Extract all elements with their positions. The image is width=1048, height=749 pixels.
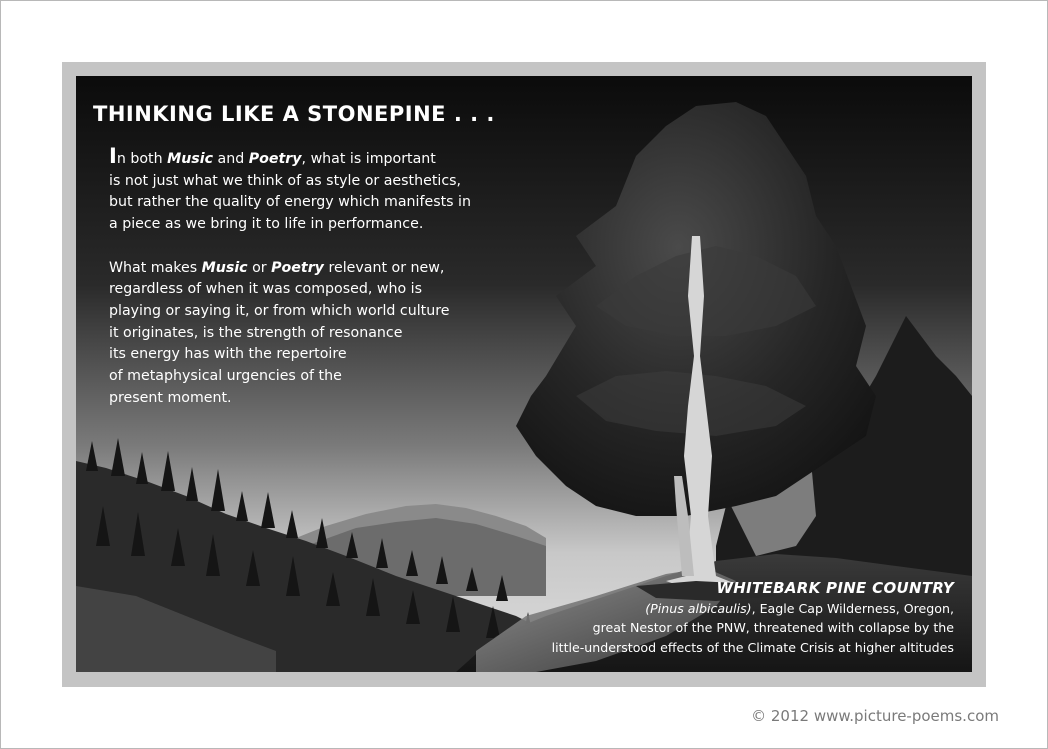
photo <box>76 76 972 672</box>
page-title: THINKING LIKE A STONEPINE . . . <box>93 102 495 126</box>
poem-emphasis-music: Music <box>167 151 214 167</box>
poem-emphasis-poetry: Poetry <box>248 151 302 167</box>
photo-caption <box>552 579 954 657</box>
caption-location: , Eagle Cap Wilderness, Oregon, <box>751 600 954 616</box>
poem-line: its energy has with the repertoire <box>109 346 347 363</box>
poem-emphasis-music: Music <box>201 259 248 276</box>
poem-fragment: relevant or new, <box>323 259 445 276</box>
poem-line: a piece as we bring it to life in performance. <box>109 216 424 233</box>
poem-line: it originates, is the strength of resonance <box>109 324 403 341</box>
poem-text <box>109 146 499 409</box>
caption-line: great Nestor of the PNW, threatened with collapse by the <box>592 620 954 635</box>
poem-line <box>109 258 499 280</box>
caption-line: little-understood effects of the Climate Crisis at higher altitudes <box>551 639 954 655</box>
poem-line: regardless of when it was composed, who is <box>109 281 422 298</box>
poem-line: playing or saying it, or from which world culture <box>109 302 450 319</box>
poem-fragment: n both <box>116 151 168 167</box>
caption-line <box>552 599 954 619</box>
stanza-gap <box>109 236 499 258</box>
poem-emphasis-poetry: Poetry <box>271 259 324 276</box>
caption-latin-name: (Pinus albicaulis) <box>645 600 752 616</box>
poem-line <box>109 146 499 171</box>
poem-fragment: , what is important <box>301 151 436 167</box>
poem-fragment: or <box>247 259 272 276</box>
poem-line: is not just what we think of as style or aesthetics, <box>109 172 462 189</box>
poem-line: of metaphysical urgencies of the <box>109 368 342 385</box>
poem-fragment: What makes <box>109 259 202 276</box>
poem-fragment: and <box>213 151 249 167</box>
poem-line: present moment. <box>109 389 232 406</box>
dropcap: I <box>109 144 117 168</box>
copyright-notice: © 2012 www.picture-poems.com <box>751 707 999 725</box>
caption-title: WHITEBARK PINE COUNTRY <box>716 579 954 597</box>
poem-line: but rather the quality of energy which manifests in <box>109 194 471 211</box>
